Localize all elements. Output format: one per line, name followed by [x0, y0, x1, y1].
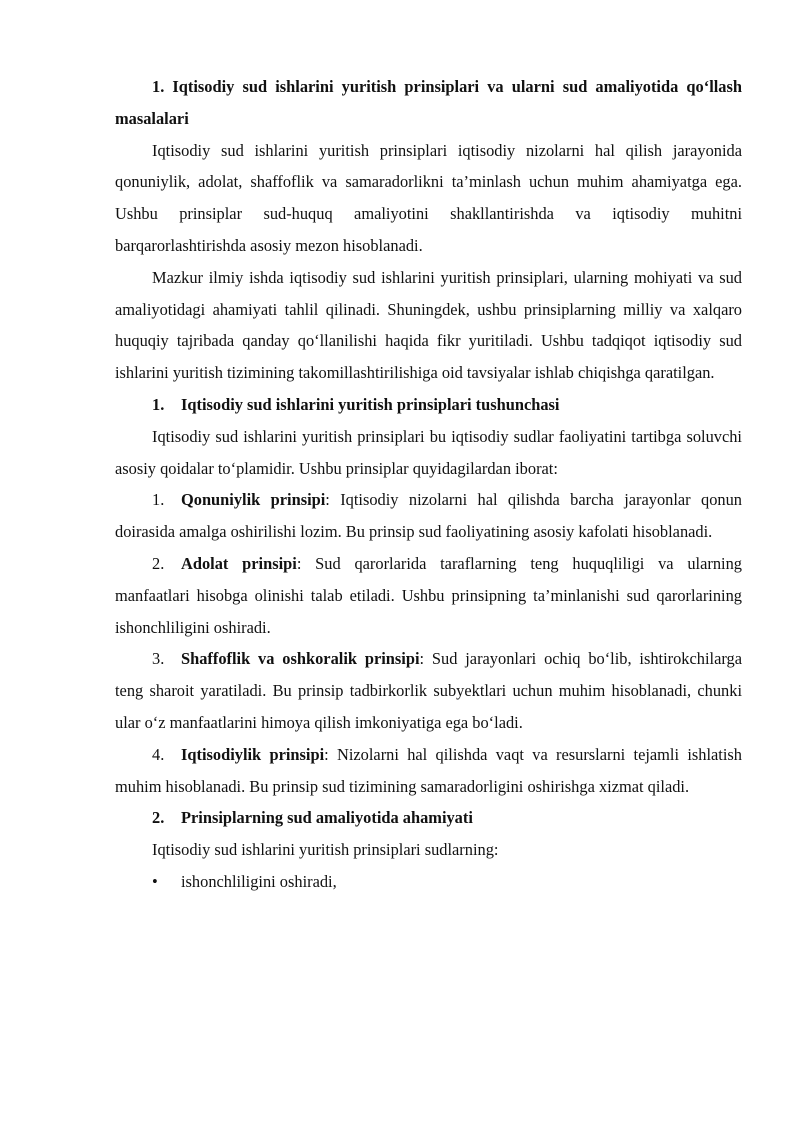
principle-item [115, 739, 742, 803]
principle-number: 4. [152, 744, 165, 764]
section-1-heading-text: Iqtisodiy sud ishlarini yuritish prinsiplari tushunchasi [181, 394, 560, 414]
bullet-item [115, 866, 742, 898]
section-1-lead: Iqtisodiy sud ishlarini yuritish prinsiplari bu iqtisodiy sudlar faoliyatini tartibga soluvchi asosiy qoidalar to‘plamidir. Ushbu prinsiplar quyidagilardan iborat: [115, 426, 742, 478]
document-title: 1. Iqtisodiy sud ishlarini yuritish prinsiplari va ularni sud amaliyotida qo‘llash masalalari [115, 77, 742, 128]
principle-term: Shaffoflik va oshkoralik prinsipi [181, 649, 420, 669]
bullet-marker: • [152, 871, 158, 891]
intro-paragraph-2: Mazkur ilmiy ishda iqtisodiy sud ishlarini yuritish prinsiplari, ularning mohiyati va sud amaliyotidagi ahamiyati tahlil qilinadi. Shuningdek, ushbu prinsiplarning milliy va xalqaro huquqiy tajribada qanday qo‘llanilishi haqida fikr yuritiladi. Ushbu tadqiqot iqtisodiy sud ishlarini yuritish tizimining takomillashtirilishiga oid tavsiyalar ishlab chiqishga qaratilgan. [115, 267, 742, 383]
principle-term: Qonuniylik prinsipi [181, 490, 326, 510]
principle-number: 3. [152, 649, 165, 669]
section-2-lead: Iqtisodiy sud ishlarini yuritish prinsiplari sudlarning: [152, 840, 499, 860]
intro-paragraph-1: Iqtisodiy sud ishlarini yuritish prinsiplari iqtisodiy nizolarni hal qilish jarayonida qonuniylik, adolat, shaffoflik va samaradorlikni ta’minlash uchun muhim ahamiyatga ega. Ushbu prinsiplar sud-huquq amaliyotini shakllantirishda va iqtisodiy muhitni barqarorlashtirishda asosiy mezon hisoblanadi. [115, 140, 742, 255]
principle-term: Adolat prinsipi [181, 553, 297, 573]
section-2-number: 2. [152, 808, 165, 828]
section-2-heading-text: Prinsiplarning sud amaliyotida ahamiyati [181, 808, 473, 828]
section-2-heading [115, 802, 742, 834]
principle-text: : Nizolarni hal qilishda vaqt va resurslarni tejamli ishlatish muhim hisoblanadi. Bu prinsip sud tizimining samaradorligini oshirishga xizmat qiladi. [115, 744, 742, 796]
section-1-heading [115, 389, 742, 421]
principle-text: : Sud jarayonlari ochiq bo‘lib, ishtirokchilarga teng sharoit yaratiladi. Bu prinsip tadbirkorlik subyektlari uchun muhim hisoblanadi, chunki ular o‘z manfaatlarini himoya qilish imkoniyatiga ega bo‘ladi. [115, 649, 742, 732]
principle-text: : Sud qarorlarida taraflarning teng huquqliligi va ularning manfaatlari hisobga olinishi talab etiladi. Ushbu prinsipning ta’minlanishi sud qarorlarining ishonchliligini oshiradi. [115, 553, 742, 637]
principle-item [115, 643, 742, 738]
bullet-text: ishonchliligini oshiradi, [181, 871, 337, 891]
principle-item [115, 484, 742, 548]
principle-text: : Iqtisodiy nizolarni hal qilishda barcha jarayonlar qonun doirasida amalga oshirilishi lozim. Bu prinsip sud faoliyatining asosiy kafolati hisoblanadi. [115, 490, 742, 542]
principle-item [115, 548, 742, 643]
principle-number: 1. [152, 490, 165, 510]
principle-number: 2. [152, 553, 165, 573]
principle-term: Iqtisodiylik prinsipi [181, 744, 325, 764]
section-1-number: 1. [152, 394, 165, 414]
